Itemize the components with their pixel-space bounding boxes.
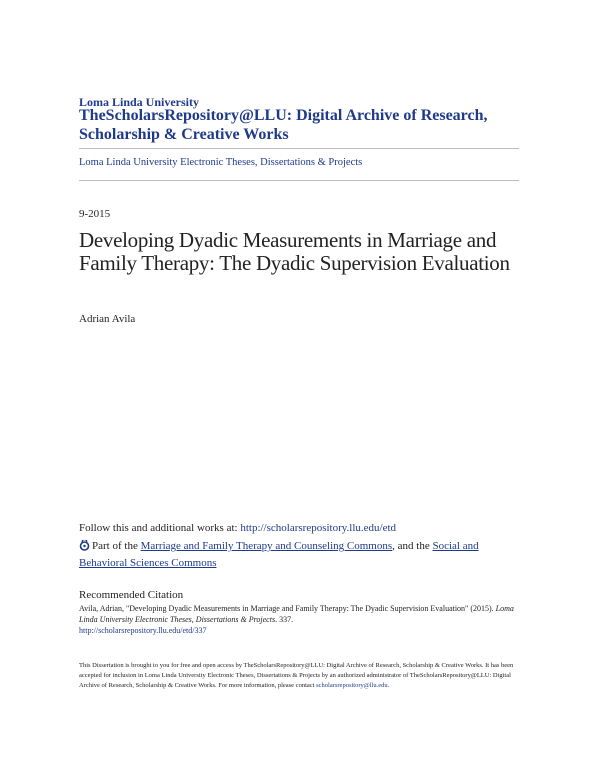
citation-url-link[interactable]: http://scholarsrepository.llu.edu/etd/337 [79,626,207,635]
footer-end: . [387,682,390,689]
partof-mid: , and the [392,540,433,552]
follow-line [79,522,396,534]
follow-prefix: Follow this and additional works at: [79,522,241,534]
citation-main: Avila, Adrian, "Developing Dyadic Measurements in Marriage and Family Therapy: The Dyadic Supervision Evaluation" (2015). [79,604,496,613]
commons-link-social-behavioral[interactable]: Social and Behavioral Sciences Commons [79,540,479,569]
document-title: Developing Dyadic Measurements in Marriage and Family Therapy: The Dyadic Supervision Evaluation [79,228,510,275]
citation-series: Loma Linda University Electronic Theses, Dissertations & Projects [79,604,514,624]
footer-notice [79,661,519,691]
divider-bottom [79,180,519,181]
series-link[interactable]: Loma Linda University Electronic Theses, Dissertations & Projects [79,157,363,168]
repository-name[interactable]: TheScholarsRepository@LLU: Digital Archive of Research, Scholarship & Creative Works [79,107,488,143]
contact-email-link[interactable]: scholarsrepository@llu.edu [316,682,388,689]
publication-date: 9-2015 [79,208,111,220]
part-of-commons [79,539,509,571]
open-access-icon [79,540,90,556]
citation-text [79,603,519,636]
author-name: Adrian Avila [79,313,136,325]
partof-prefix: Part of the [92,540,141,552]
follow-url-link[interactable]: http://scholarsrepository.llu.edu/etd [240,522,397,534]
citation-heading: Recommended Citation [79,589,184,601]
commons-link-marriage-family[interactable]: Marriage and Family Therapy and Counseling Commons [140,540,393,552]
divider-top [79,148,519,149]
institution-name: Loma Linda University [79,95,200,109]
citation-tail: . 337. [275,615,294,624]
footer-text: This Dissertation is brought to you for free and open access by TheScholarsRepository@LLU: Digital Archive of Research, Scholarship & Creative Works. It has been accepted for inclusion in Loma Linda University Electronic Theses, Dissertations & Projects by an authorized administrator of TheScholarsRepository@LLU: Digital Archive of Research, Scholarship & Creative Works. For more information, please contact [79,662,514,689]
